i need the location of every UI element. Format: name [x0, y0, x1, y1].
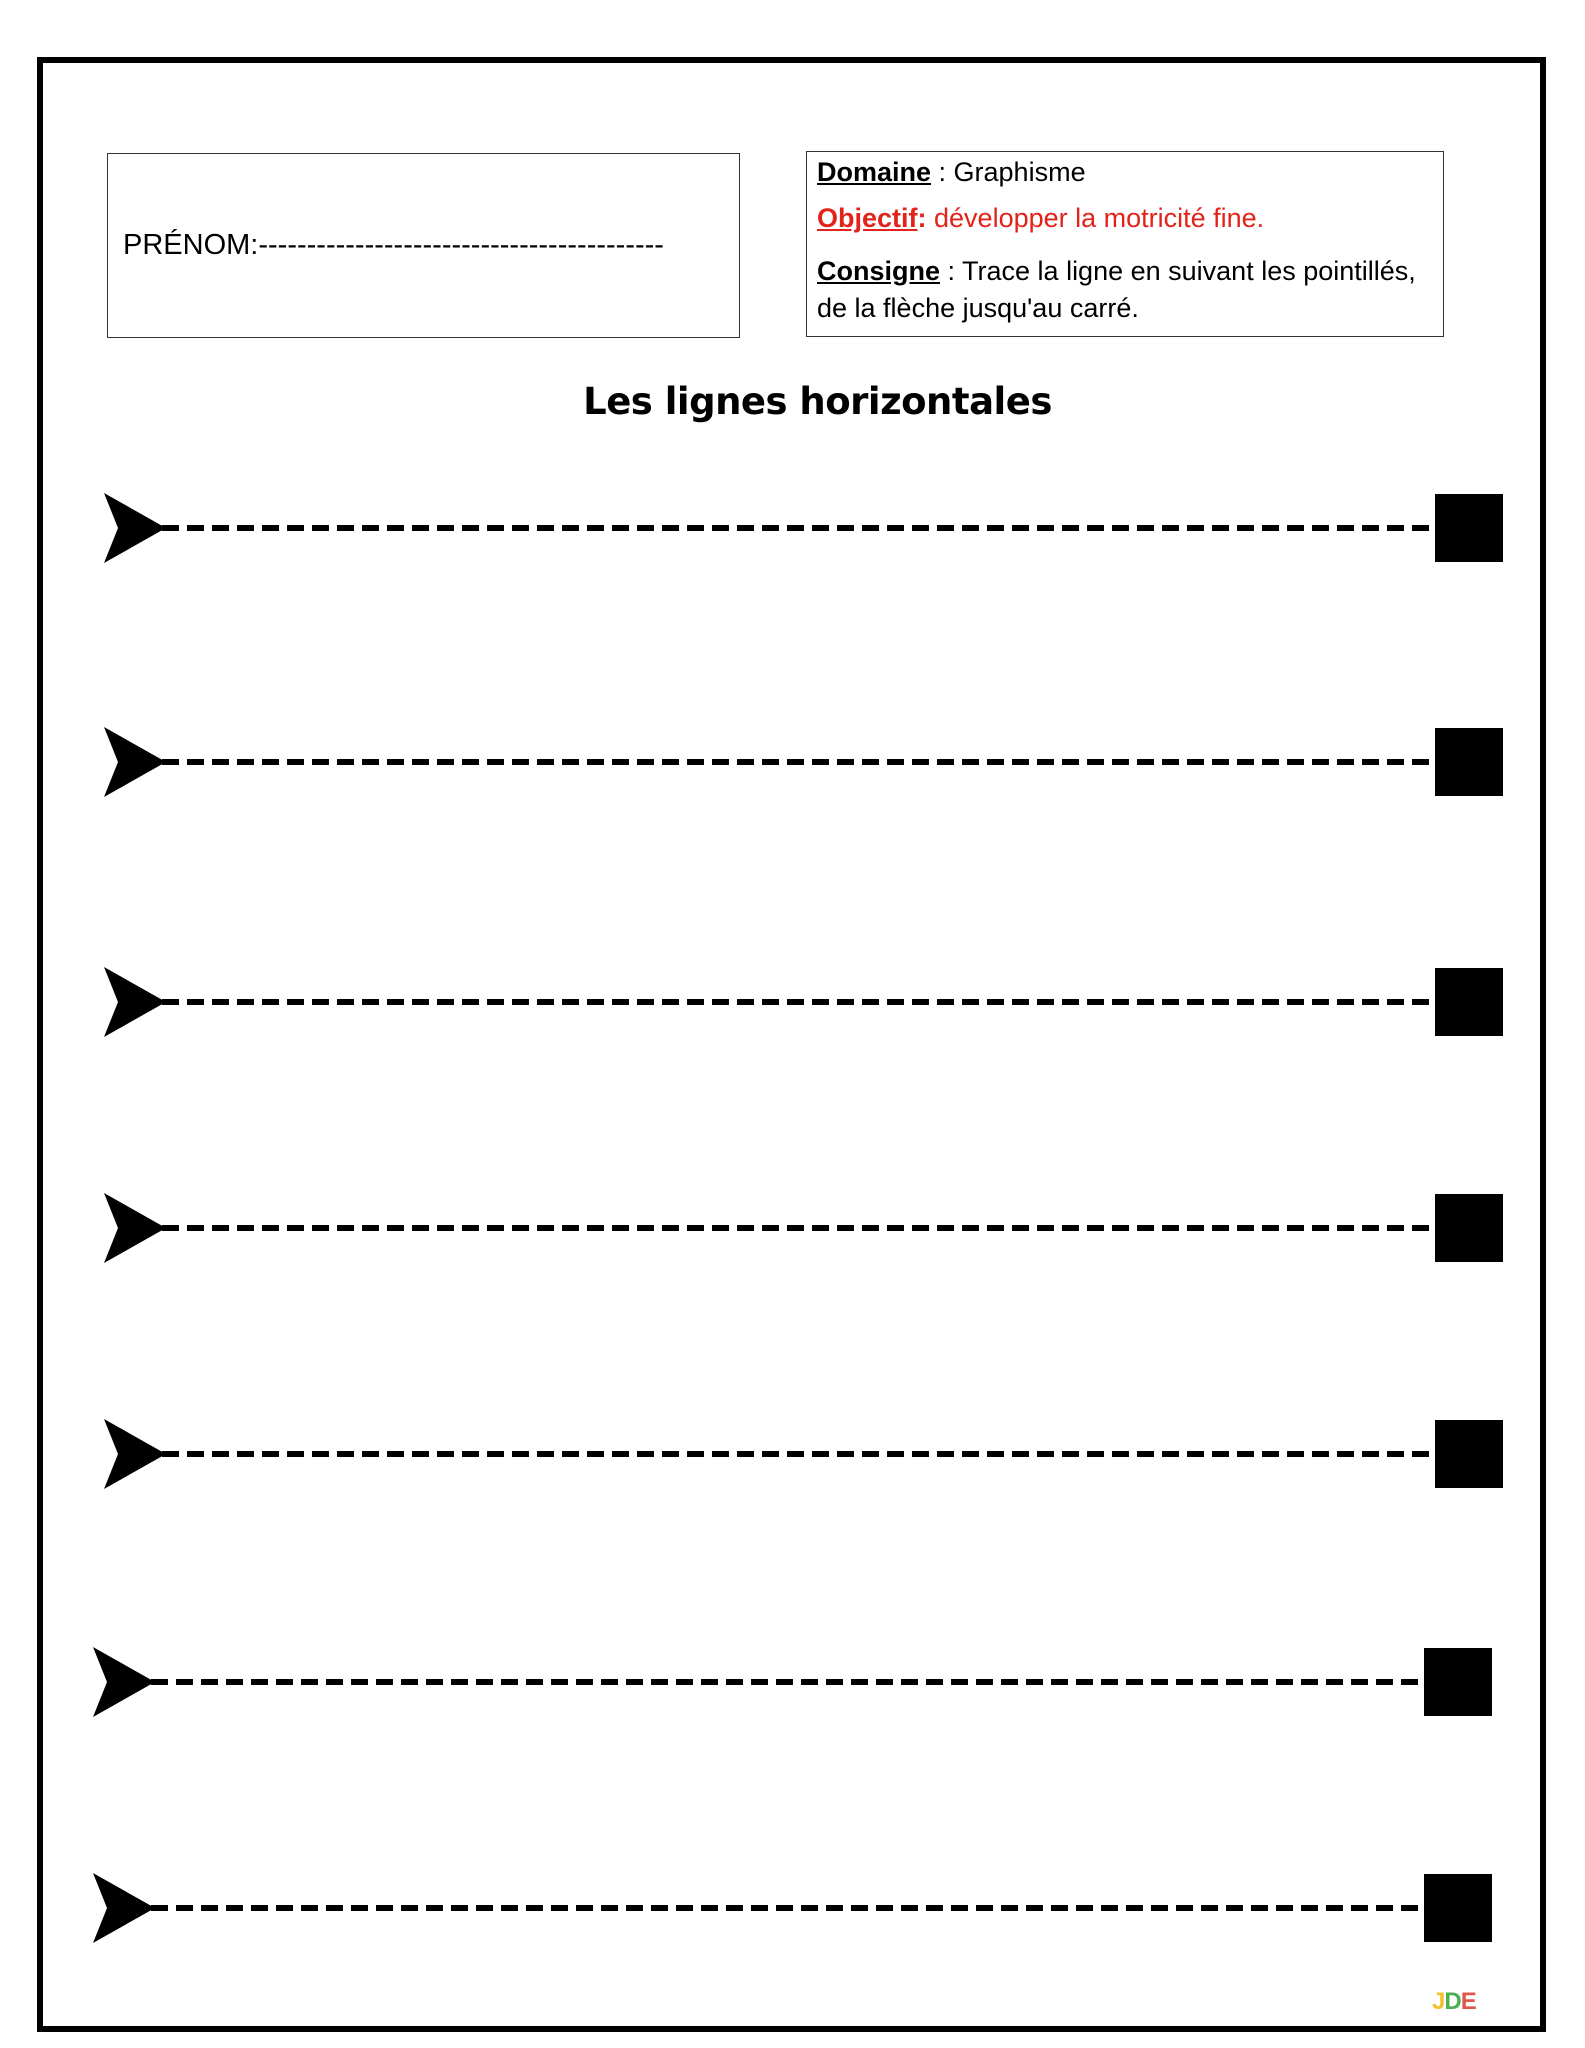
consigne-key: Consigne — [817, 256, 941, 286]
arrow-icon — [93, 1873, 155, 1943]
square-icon — [1435, 494, 1503, 562]
domain-value: : Graphisme — [931, 157, 1086, 187]
jde-logo — [1432, 1988, 1476, 2016]
page-title: Les lignes horizontales — [583, 380, 1052, 423]
domain-key: Domaine — [817, 157, 932, 187]
square-icon — [1435, 728, 1503, 796]
tracing-row — [104, 727, 1503, 797]
objective-key: Objectif — [817, 203, 918, 233]
arrow-icon — [104, 1193, 166, 1263]
logo-letter-j: J — [1432, 1988, 1445, 2015]
logo-letter-d: D — [1444, 1988, 1461, 2015]
square-icon — [1435, 1420, 1503, 1488]
objective-colon: : — [917, 203, 927, 233]
arrow-icon — [93, 1647, 155, 1717]
arrow-icon — [104, 727, 166, 797]
tracing-row — [93, 1647, 1492, 1717]
name-label: PRÉNOM: — [123, 229, 259, 261]
tracing-row — [104, 1419, 1503, 1489]
square-icon — [1424, 1648, 1492, 1716]
logo-letter-e: E — [1460, 1988, 1476, 2015]
tracing-row — [93, 1873, 1492, 1943]
square-icon — [1424, 1874, 1492, 1942]
tracing-row — [104, 967, 1503, 1037]
arrow-icon — [104, 1419, 166, 1489]
objective-value: développer la motricité fine. — [926, 203, 1265, 233]
name-blank-line: ------------------------------------------ — [258, 229, 664, 261]
tracing-row — [104, 1193, 1503, 1263]
consigne-value: : Trace la ligne en suivant les pointillés, de la flèche jusqu'au carré. — [817, 256, 1416, 323]
arrow-icon — [104, 967, 166, 1037]
arrow-icon — [104, 493, 166, 563]
square-icon — [1435, 1194, 1503, 1262]
tracing-row — [104, 493, 1503, 563]
square-icon — [1435, 968, 1503, 1036]
